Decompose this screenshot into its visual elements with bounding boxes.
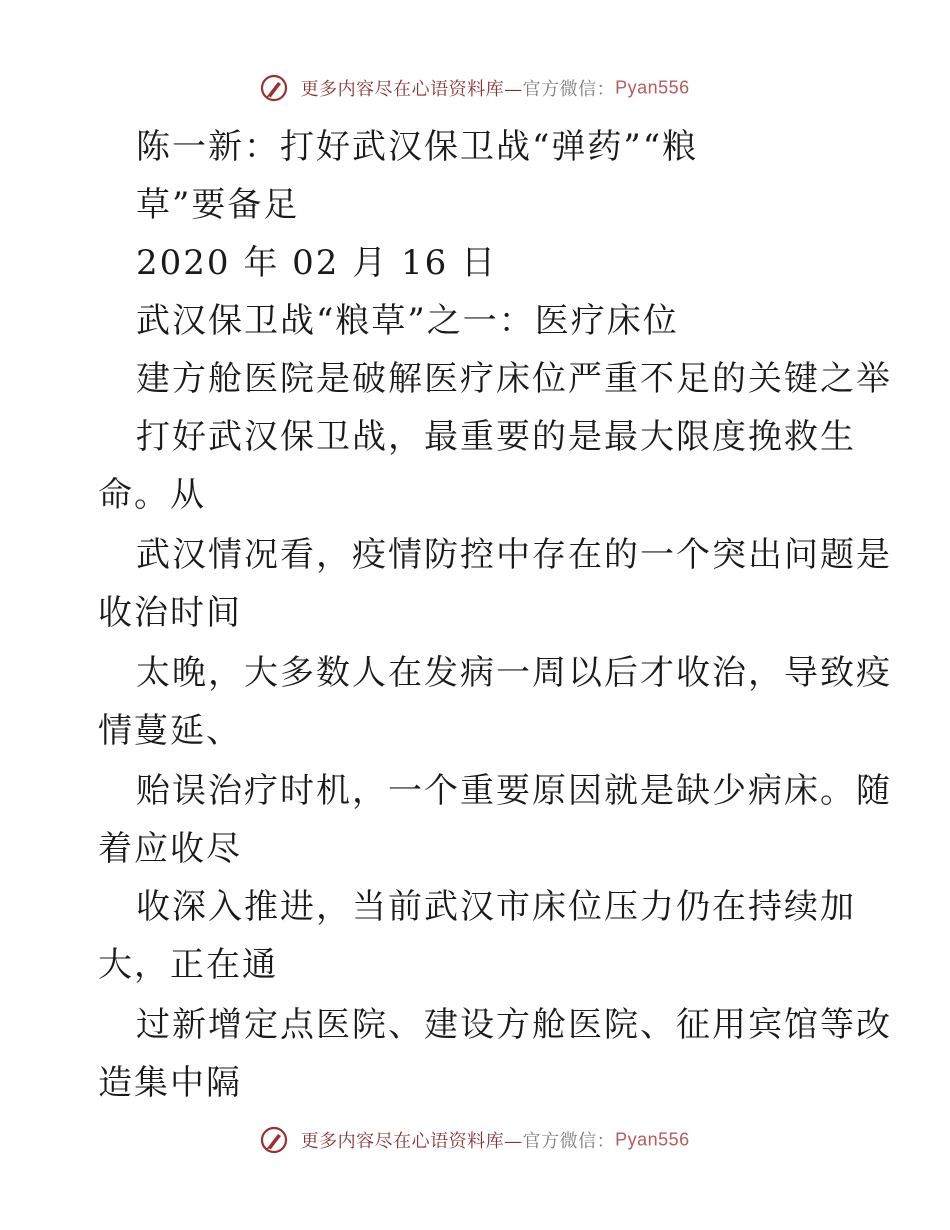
footer-watermark (0, 1126, 950, 1154)
watermark-wechat-label: 官方微信： (522, 79, 616, 100)
watermark-wechat-id: Pyan556 (615, 77, 690, 98)
section-subheading: 建方舱医院是破解医疗床位严重不足的关键之举 (136, 359, 892, 399)
paragraph-line: 命。从 (98, 475, 206, 515)
paragraph-line: 打好武汉保卫战，最重要的是最大限度挽救生 (136, 417, 856, 457)
paragraph-line: 大，正在通 (98, 945, 278, 985)
paragraph-line: 收深入推进，当前武汉市床位压力仍在持续加 (136, 887, 856, 927)
article-date: 2020 年 02 月 16 日 (136, 243, 498, 283)
brush-pen-logo-icon (260, 1126, 288, 1154)
paragraph-line: 造集中隔 (98, 1063, 242, 1103)
paragraph-line: 收治时间 (98, 593, 242, 633)
article-title-line-2: 草”要备足 (136, 185, 300, 225)
paragraph-line: 情蔓延、 (98, 711, 242, 751)
paragraph-line: 过新增定点医院、建设方舱医院、征用宾馆等改 (136, 1005, 892, 1045)
watermark-text: 更多内容尽在心语资料库— (300, 79, 523, 100)
brush-pen-logo-icon (260, 74, 288, 102)
section-heading: 武汉保卫战“粮草”之一：医疗床位 (136, 301, 679, 341)
header-watermark (0, 74, 950, 102)
watermark-wechat-id: Pyan556 (615, 1129, 690, 1150)
watermark-wechat-label: 官方微信： (522, 1131, 616, 1152)
paragraph-line: 贻误治疗时机，一个重要原因就是缺少病床。随 (136, 771, 892, 811)
paragraph-line: 太晚，大多数人在发病一周以后才收治，导致疫 (136, 653, 892, 693)
paragraph-line: 着应收尽 (98, 829, 242, 869)
paragraph-line: 武汉情况看，疫情防控中存在的一个突出问题是 (136, 535, 892, 575)
article-title-line-1: 陈一新：打好武汉保卫战“弹药”“粮 (136, 127, 699, 167)
watermark-text: 更多内容尽在心语资料库— (300, 1131, 523, 1152)
